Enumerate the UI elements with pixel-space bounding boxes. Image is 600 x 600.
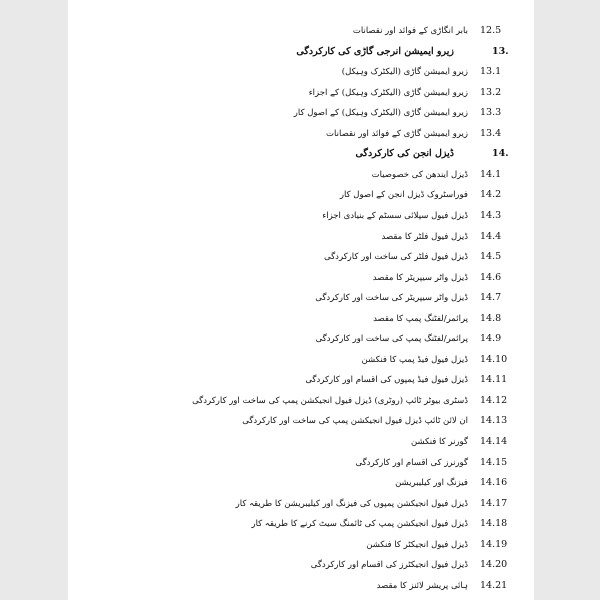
- toc-entry-title: زیرو ایمیشن گاڑی (الیکٹرک وہیکل) کے اجزاء: [308, 87, 468, 98]
- toc-entry-title: ڈیزل فیول فیڈ پمپوں کی اقسام اور کارکردگی: [305, 375, 468, 386]
- toc-entry-title: فوراسٹروک ڈیزل انجن کے اصول کار: [339, 190, 468, 201]
- toc-entry-title: ہائی پریشر لائنز کا مقصد: [376, 580, 468, 591]
- toc-section-heading: [68, 145, 534, 163]
- toc-entry-title: ڈیزل فیول انجیکشن پمپوں کی فیزنگ اور کیلیبریشن کا طریقہ کار: [235, 498, 468, 509]
- toc-entry: [68, 207, 534, 225]
- toc-entry-title: پرائمر/لفٹنگ پمپ کا مقصد: [373, 313, 468, 324]
- toc-entry-number: 14.14: [480, 436, 508, 447]
- toc-entry: [68, 412, 534, 430]
- toc-entry: [68, 454, 534, 472]
- toc-entry-number: 13.: [492, 45, 509, 57]
- toc-entry: [68, 22, 534, 40]
- toc-entry-number: 14.8: [480, 312, 502, 324]
- toc-entry-number: 14.15: [480, 456, 508, 468]
- toc-entry-title: بابر انگاڑی کے فوائد اور نقصانات: [352, 26, 468, 36]
- document-page: [68, 0, 534, 600]
- toc-entry-number: 14.2: [480, 189, 502, 201]
- toc-entry: [68, 474, 534, 492]
- toc-entry-number: 12.5: [480, 25, 502, 36]
- toc-entry-number: 14.7: [480, 292, 502, 304]
- toc-entry-title: ڈیزل فیول انجیکٹرز کی اقسام اور کارکردگی: [310, 560, 468, 571]
- toc-entry: [68, 351, 534, 369]
- toc-entry-title: ڈیزل انجن کی کارکردگی: [355, 148, 454, 160]
- toc-entry-title: ڈیزل فیول فلٹر کی ساخت اور کارکردگی: [324, 252, 468, 263]
- toc-entry-title: فیزنگ اور کیلیبریشن: [395, 478, 468, 489]
- toc-entry: [68, 166, 534, 184]
- toc-entry-number: 13.1: [480, 66, 502, 78]
- toc-entry-number: 14.17: [480, 497, 508, 509]
- toc-entry-title: زیرو ایمیشن انرجی گاڑی کی کارکردگی: [296, 45, 454, 57]
- toc-entry: [68, 186, 534, 204]
- toc-entry-number: 13.2: [480, 86, 502, 98]
- toc-entry: [68, 104, 534, 122]
- toc-entry-number: 14.10: [480, 353, 508, 365]
- toc-entry: [68, 392, 534, 410]
- toc-entry-title: ڈسٹری بیوٹر ٹائپ (روٹری) ڈیزل فیول انجیکشن پمپ کی ساخت اور کارکردگی: [192, 395, 468, 406]
- toc-entry: [68, 125, 534, 143]
- toc-entry-title: پرائمر/لفٹنگ پمپ کی ساخت اور کارکردگی: [315, 334, 468, 345]
- toc-entry: [68, 556, 534, 574]
- toc-entry: [68, 433, 534, 451]
- toc-entry: [68, 577, 534, 595]
- toc-entry-number: 14.: [492, 148, 509, 160]
- toc-entry: [68, 248, 534, 266]
- toc-entry-title: زیرو ایمیشن گاڑی (الیکٹرک وہیکل) کے اصول کار: [293, 108, 468, 119]
- toc-entry-title: زیرو ایمیشن گاڑی (الیکٹرک وہیکل): [341, 67, 468, 78]
- toc-entry: [68, 330, 534, 348]
- toc-entry-number: 14.20: [480, 559, 508, 571]
- toc-entry-number: 14.19: [480, 538, 508, 550]
- toc-entry-number: 13.3: [480, 107, 502, 119]
- toc-entry: [68, 536, 534, 554]
- toc-entry: [68, 289, 534, 307]
- toc-entry-title: ڈیزل فیول انجیکشن پمپ کی ٹائمنگ سیٹ کرنے کا طریقہ کار: [251, 519, 468, 530]
- toc-entry-title: گورنر کا فنکشن: [410, 437, 468, 447]
- toc-entry-number: 14.21: [480, 579, 508, 591]
- toc-entry-number: 14.13: [480, 415, 508, 427]
- toc-entry: [68, 63, 534, 81]
- toc-entry: [68, 84, 534, 102]
- toc-entry-title: ڈیزل فیول سپلائی سسٹم کے بنیادی اجزاء: [322, 210, 468, 221]
- toc-entry-number: 14.6: [480, 271, 502, 283]
- toc-entry: [68, 495, 534, 513]
- toc-entry: [68, 269, 534, 287]
- toc-entry-title: ڈیزل ایندھن کی خصوصیات: [371, 169, 468, 180]
- toc-entry: [68, 310, 534, 328]
- toc-entry-title: ڈیزل فیول انجیکٹر کا فنکشن: [366, 539, 468, 550]
- toc-entry-number: 14.11: [480, 374, 508, 386]
- toc-entry-title: زیرو ایمیشن گاڑی کے فوائد اور نقصانات: [326, 128, 468, 139]
- toc-entry-title: ڈیزل واٹر سیپریٹر کا مقصد: [372, 272, 468, 283]
- toc-entry-number: 14.5: [480, 251, 502, 263]
- toc-entry-number: 14.1: [480, 168, 502, 180]
- toc-entry-title: ڈیزل واٹر سیپریٹر کی ساخت اور کارکردگی: [315, 293, 468, 304]
- toc-entry-number: 14.18: [480, 518, 508, 530]
- toc-entry: [68, 228, 534, 246]
- toc-entry-number: 14.12: [480, 394, 508, 406]
- toc-entry: [68, 515, 534, 533]
- toc-entry-title: ڈیزل فیول فلٹر کا مقصد: [381, 231, 468, 242]
- toc-entry-number: 14.3: [480, 209, 502, 221]
- toc-entry-title: ڈیزل فیول فیڈ پمپ کا فنکشن: [361, 354, 468, 365]
- toc-section-heading: [68, 43, 534, 61]
- toc-entry-number: 13.4: [480, 127, 502, 139]
- toc-entry-number: 14.9: [480, 333, 502, 345]
- toc-entry-title: گورنرز کی اقسام اور کارکردگی: [355, 457, 468, 468]
- toc-entry-title: ان لائن ٹائپ ڈیزل فیول انجیکشن پمپ کی ساخت اور کارکردگی: [242, 416, 468, 427]
- toc-entry: [68, 371, 534, 389]
- toc-entry-number: 14.4: [480, 230, 502, 242]
- toc-entry-number: 14.16: [480, 477, 508, 489]
